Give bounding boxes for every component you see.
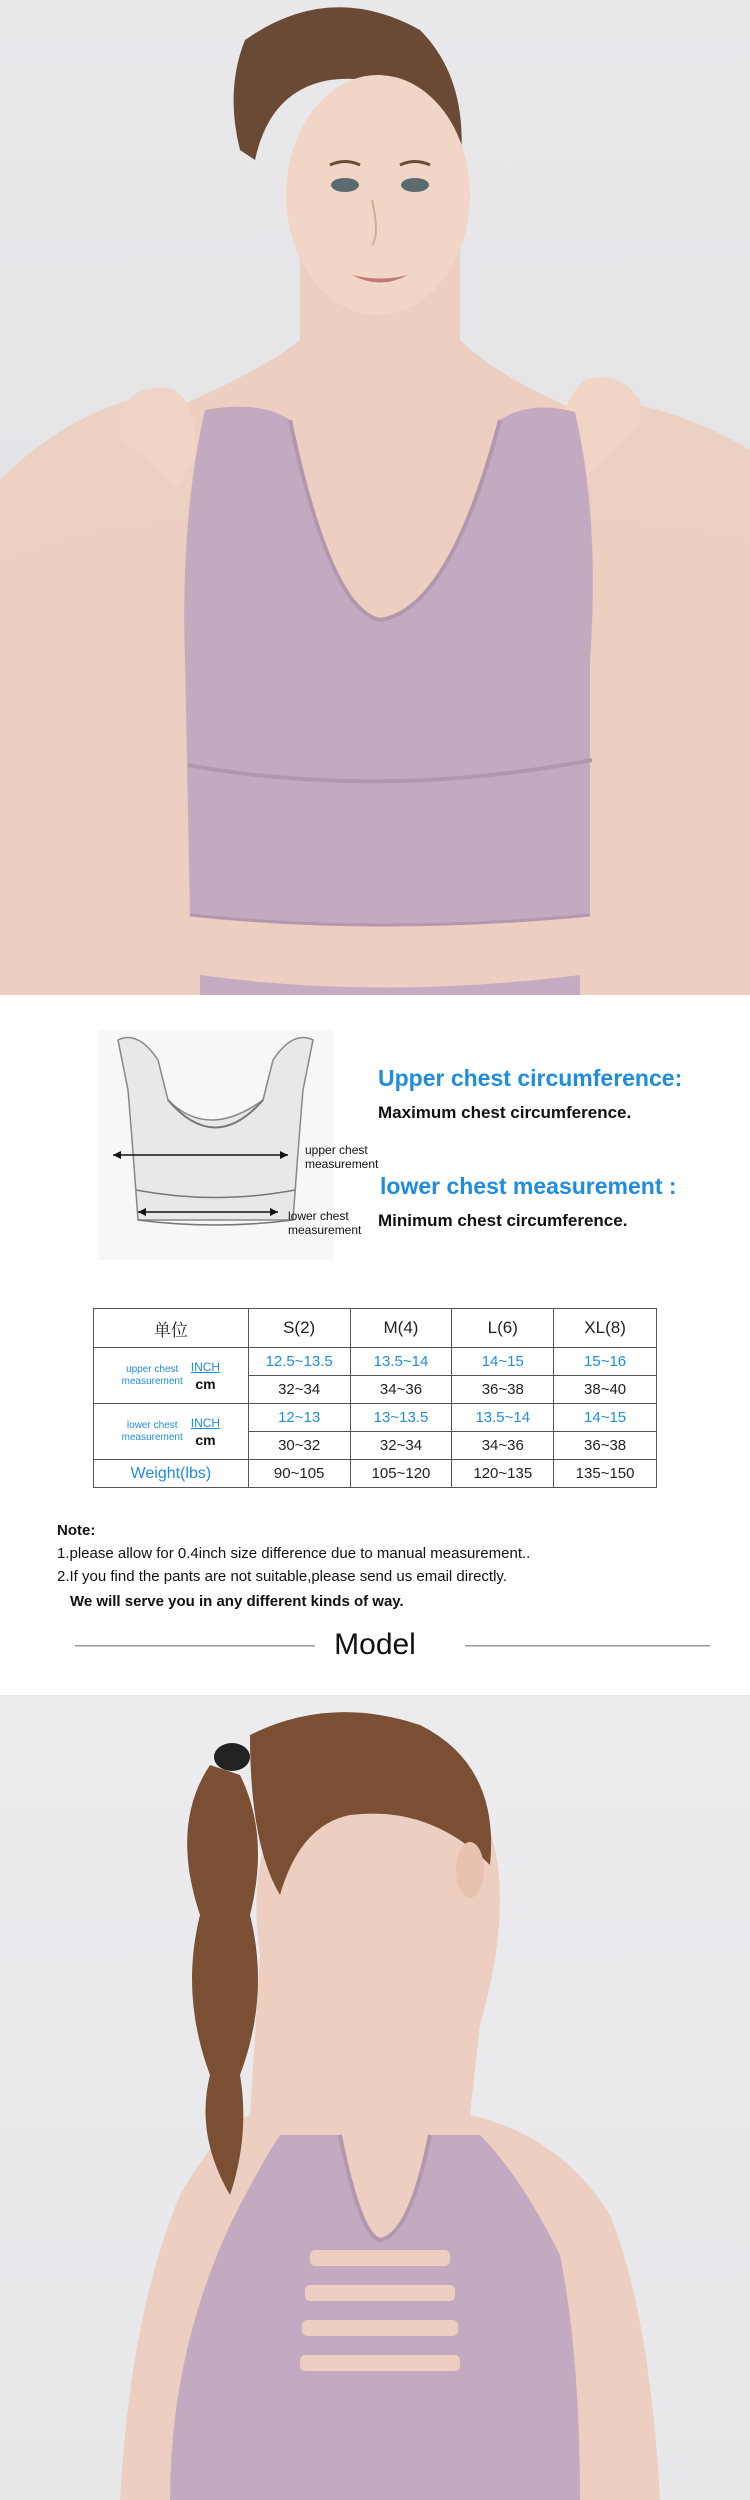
weight-l: 120~135 — [452, 1460, 554, 1488]
lower-inch-s: 12~13 — [248, 1404, 350, 1432]
upper-cm-m: 34~36 — [350, 1376, 452, 1404]
lower-cm-s: 30~32 — [248, 1432, 350, 1460]
sketch-lower-label: lower chest measurement — [288, 1209, 362, 1237]
lower-chest-label: lower chest measurement — [121, 1419, 183, 1443]
back-model-photo — [0, 1695, 750, 2500]
table-row — [94, 1460, 657, 1488]
lower-chest-row-label — [94, 1404, 249, 1460]
model-heading: Model — [334, 1628, 416, 1661]
lower-cm-m: 32~34 — [350, 1432, 452, 1460]
model-heading-row — [0, 1620, 750, 1670]
weight-m: 105~120 — [350, 1460, 452, 1488]
lower-chest-heading: lower chest measurement : — [380, 1173, 677, 1199]
lower-inch-xl: 14~15 — [554, 1404, 657, 1432]
note-line-3: We will serve you in any different kinds of way. — [70, 1593, 404, 1610]
unit-inch: INCH — [190, 1415, 221, 1430]
note-line-2: 2.If you find the pants are not suitable,please send us email directly. — [57, 1568, 507, 1585]
table-header-row — [94, 1309, 657, 1348]
upper-inch-s: 12.5~13.5 — [248, 1348, 350, 1376]
lower-chest-description: Minimum chest circumference. — [378, 1211, 628, 1230]
upper-chest-row-label — [94, 1348, 249, 1404]
weight-label: Weight(lbs) — [94, 1460, 249, 1488]
divider-right — [465, 1645, 710, 1647]
sketch-upper-label: upper chest measurement — [305, 1143, 379, 1171]
upper-inch-m: 13.5~14 — [350, 1348, 452, 1376]
size-header-xl: XL(8) — [554, 1309, 657, 1348]
lower-cm-xl: 36~38 — [554, 1432, 657, 1460]
size-header-m: M(4) — [350, 1309, 452, 1348]
upper-chest-heading: Upper chest circumference: — [378, 1065, 683, 1091]
upper-cm-s: 32~34 — [248, 1376, 350, 1404]
lower-inch-m: 13~13.5 — [350, 1404, 452, 1432]
table-corner-cell: 单位 — [94, 1309, 249, 1348]
hero-photo — [0, 0, 750, 995]
note-line-1: 1.please allow for 0.4inch size difference due to manual measurement.. — [57, 1545, 531, 1562]
upper-chest-label: upper chest measurement — [121, 1363, 183, 1387]
front-model-illustration — [0, 0, 750, 995]
upper-cm-l: 36~38 — [452, 1376, 554, 1404]
unit-cm: cm — [195, 1375, 216, 1392]
table-row — [94, 1348, 657, 1376]
upper-chest-description: Maximum chest circumference. — [378, 1103, 632, 1122]
upper-inch-xl: 15~16 — [554, 1348, 657, 1376]
weight-s: 90~105 — [248, 1460, 350, 1488]
table-row — [94, 1404, 657, 1432]
weight-xl: 135~150 — [554, 1460, 657, 1488]
size-header-l: L(6) — [452, 1309, 554, 1348]
upper-cm-xl: 38~40 — [554, 1376, 657, 1404]
unit-cm: cm — [195, 1431, 216, 1448]
size-table — [93, 1308, 657, 1488]
size-header-s: S(2) — [248, 1309, 350, 1348]
back-model-illustration — [0, 1695, 750, 2500]
lower-inch-l: 13.5~14 — [452, 1404, 554, 1432]
lower-cm-l: 34~36 — [452, 1432, 554, 1460]
upper-inch-l: 14~15 — [452, 1348, 554, 1376]
size-section — [0, 995, 750, 1695]
note-title: Note: — [57, 1522, 96, 1539]
unit-inch: INCH — [190, 1359, 221, 1374]
